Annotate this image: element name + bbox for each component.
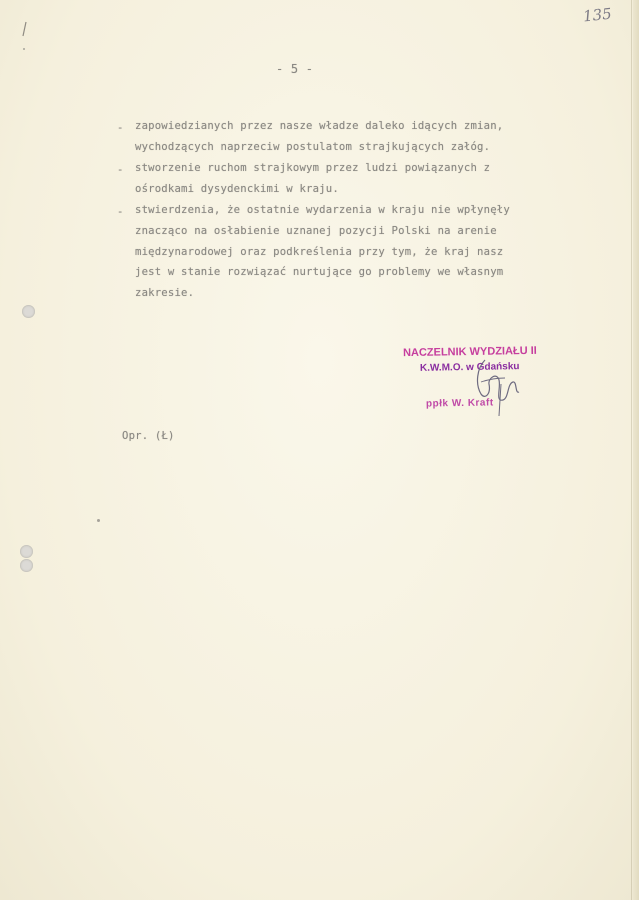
bullet-text-line: zapowiedzianych przez nasze władze daleko idących zmian, xyxy=(135,120,504,132)
bullet-marker: - xyxy=(117,206,124,218)
bullet-text-line: wychodzących naprzeciw postulatom strajkujących załóg. xyxy=(135,141,491,153)
paper-speck xyxy=(23,48,25,50)
binder-hole xyxy=(20,559,33,572)
paper-speck xyxy=(97,519,100,522)
bullet-text-line: ośrodkami dysydenckimi w kraju. xyxy=(135,183,339,195)
page-edge-shadow xyxy=(633,0,639,900)
page-number: - 5 - xyxy=(276,62,314,76)
stamp-name: ppłk W. Kraft xyxy=(425,397,494,410)
bullet-marker: - xyxy=(117,164,124,176)
handwritten-signature xyxy=(455,354,530,424)
bullet-text-line: zakresie. xyxy=(135,287,195,299)
pencil-mark xyxy=(20,20,30,40)
binder-hole xyxy=(22,305,35,318)
binder-hole xyxy=(20,545,33,558)
prepared-by-note: Opr. (Ł) xyxy=(122,430,175,442)
bullet-text-line: jest w stanie rozwiązać nurtujące go problemy we własnym xyxy=(135,266,504,278)
stamp-unit: K.W.M.O. w Gdańsku xyxy=(419,361,520,374)
page-fold-line xyxy=(631,0,632,900)
handwritten-page-number: 135 xyxy=(582,4,613,26)
bullet-text-line: stworzenie ruchom strajkowym przez ludzi powiązanych z xyxy=(135,162,491,174)
bullet-text-line: międzynarodowej oraz podkreślenia przy tym, że kraj nasz xyxy=(135,246,504,258)
bullet-text-line: stwierdzenia, że ostatnie wydarzenia w kraju nie wpłynęły xyxy=(135,204,510,216)
bullet-text-line: znacząco na osłabienie uznanej pozycji Polski na arenie xyxy=(135,225,497,237)
stamp-title: NACZELNIK WYDZIAŁU II xyxy=(402,344,537,360)
bullet-marker: - xyxy=(117,122,124,134)
